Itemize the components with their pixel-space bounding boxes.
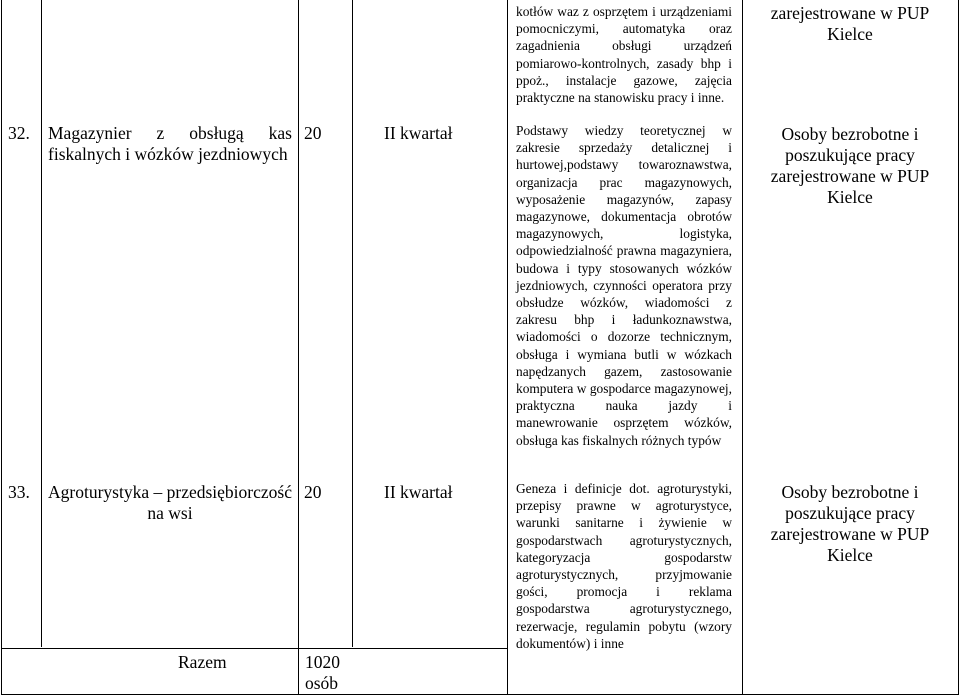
row-33-description-text: Geneza i definicje dot. agroturystyki, przepisy prawne w agroturystyce, warunki sanitarne i żywienie w gospodarstwach agroturystycznych, kategoryzacja gospodarstw agroturystycznych, przyjmowanie gości, promocja i reklama gospodarstwa agroturystycznego, rezerwacje, regulamin pobytu (wzory dokumentów) i inne bbox=[516, 481, 732, 651]
row-33-name: Agroturystyka – przedsiębiorczość na wsi bbox=[48, 482, 292, 523]
row-33-number: 33. bbox=[8, 482, 30, 502]
row-32-name: Magazynier z obsługą kas fiskalnych i wózków jezdniowych bbox=[48, 123, 292, 164]
row-32-period: II kwartał bbox=[384, 123, 453, 143]
top-row-description bbox=[516, 3, 732, 106]
total-value: 1020 osób bbox=[305, 652, 340, 693]
column-divider bbox=[298, 0, 299, 695]
table-border-right bbox=[958, 0, 959, 695]
top-row-recipients: zarejestrowane w PUP Kielce bbox=[770, 3, 930, 44]
column-divider bbox=[352, 0, 353, 647]
row-32-recipients: Osoby bezrobotne i poszukujące pracy zarejestrowane w PUP Kielce bbox=[770, 124, 930, 207]
column-divider bbox=[507, 0, 508, 695]
table-border-left bbox=[1, 0, 2, 695]
row-33-period: II kwartał bbox=[384, 482, 453, 502]
row-33-description bbox=[516, 480, 732, 652]
row-33-participants: 20 bbox=[304, 482, 322, 502]
row-33-recipients: Osoby bezrobotne i poszukujące pracy zarejestrowane w PUP Kielce bbox=[770, 482, 930, 565]
row-32-participants: 20 bbox=[304, 123, 322, 143]
row-32-number: 32. bbox=[8, 123, 30, 143]
top-row-description-text: kotłów waz z osprzętem i urządzeniami pomocniczymi, automatyka oraz zagadnienia obsługi urządzeń pomiarowo-kontrolnych, zasady bhp i ppoż., instalacje gazowe, zajęcia praktyczne na stanowisku pracy i inne. bbox=[516, 4, 732, 106]
row-divider bbox=[1, 648, 507, 649]
column-divider bbox=[742, 0, 743, 695]
row-32-description-text: Podstawy wiedzy teoretycznej w zakresie sprzedaży detalicznej i hurtowej,podstawy towaroznawstwa, organizacja prac magazynowych, wyposażenie magazynów, zapasy magazynowe, dokumentacja obrotów magazynowych, logistyka, odpowiedzialność prawna magazyniera, budowa i typy stosowanych wózków jezdniowych, czynności operatora przy obsłudze wózków, wiadomości z zakresu bhp i ładunkoznawstwa, wiadomości o dozorze technicznym, obsługa i wymiana butli w wózkach napędzanych gazem, zastosowanie komputera w gospodarce magazynowej, praktyczna nauka jazdy i manewrowanie osprzętem wózków, obsługa kas fiskalnych różnych typów bbox=[516, 123, 732, 448]
total-label: Razem bbox=[178, 652, 227, 672]
row-32-description bbox=[516, 122, 732, 449]
column-divider bbox=[41, 0, 42, 647]
